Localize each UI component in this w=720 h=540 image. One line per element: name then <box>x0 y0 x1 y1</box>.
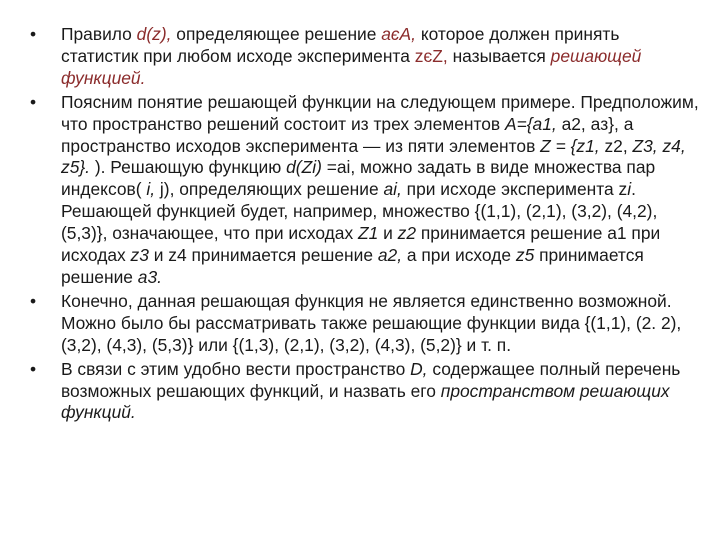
text-segment: A={a1, <box>504 113 557 134</box>
text-segment: d(Zi) <box>286 157 322 178</box>
text-segment: ). Решающую функцию <box>90 157 287 178</box>
bullet-list <box>30 24 700 426</box>
bullet-item <box>30 291 700 357</box>
text-segment: определяющее решение <box>171 24 382 44</box>
bullet-text <box>61 291 681 355</box>
text-segment: z2 <box>397 223 417 244</box>
text-segment: решающей функцией. <box>61 45 642 88</box>
text-segment: при исходе эксперимента z <box>401 179 628 200</box>
text-segment: a2, <box>377 245 403 266</box>
text-segment: ai, <box>383 179 402 200</box>
text-segment: j), определяющих решение <box>155 179 384 200</box>
bullet-item <box>30 359 700 425</box>
text-segment: d(z), <box>136 24 172 44</box>
text-segment: z5 <box>515 245 535 266</box>
text-segment: пространством решающих функций. <box>61 380 670 423</box>
text-segment: a2, aз} <box>556 113 615 134</box>
text-segment: Правило <box>61 24 137 44</box>
text-segment: z3 <box>130 245 149 266</box>
text-segment: Z3, z4, z5}. <box>61 135 686 178</box>
text-segment: Поясним понятие решающей функции на следующем примере. Предположим, что пространство решений состоит из трех элементов <box>61 91 699 134</box>
bullet-text <box>61 24 641 88</box>
text-segment: zєZ, <box>414 45 448 66</box>
bullet-text <box>61 359 680 423</box>
text-segment: содержащее полный перечень возможных решающих функций, и назвать его <box>61 358 681 401</box>
text-segment: . Решающей функцией будет, например, множество {(1,1), (2,1), (3,2), (4,2), (5,3)}, означающее, что при исходах <box>61 179 658 244</box>
text-segment: называется <box>447 45 551 66</box>
text-segment: , а пространство исходов эксперимента — из пяти элементов <box>61 113 634 156</box>
text-segment: которое должен принять статистик при любом исходе эксперимента <box>61 24 620 66</box>
text-segment: Z = {z1, <box>540 135 600 156</box>
bullet-dot: • <box>30 24 37 44</box>
text-segment: z2, <box>599 135 633 156</box>
bullet-dot: • <box>30 290 37 311</box>
bullet-item <box>30 24 700 90</box>
text-segment: Z1 <box>357 223 379 244</box>
text-segment: Конечно, данная решающая функция не является единственно возможной. Можно было бы рассматривать также решающие функции вида {(1,1), (2. 2), (3,2), (4,3), (5,3)} или {(1,3), (2,1), (3,2), (4,3), (5,2)} и т. п. <box>61 290 682 355</box>
text-segment: а при исходе <box>402 245 516 266</box>
bullet-dot: • <box>30 358 37 379</box>
text-segment: =ai, можно задать в виде множества пар индексов( <box>61 157 656 200</box>
bullet-item <box>30 92 700 289</box>
text-segment: a3. <box>137 266 162 287</box>
text-segment: aєA, <box>381 24 416 44</box>
text-segment: В связи с этим удобно вести пространство <box>61 358 411 379</box>
text-segment: i <box>627 179 632 200</box>
text-segment: D, <box>410 358 428 379</box>
text-segment: принимается решение a1 при исходах <box>61 223 661 266</box>
bullet-text <box>61 92 699 287</box>
text-segment: и <box>378 223 398 244</box>
text-segment: i, <box>146 179 156 200</box>
text-segment: принимается решение <box>61 245 644 287</box>
bullet-dot: • <box>30 91 37 112</box>
text-segment: и z4 принимается решение <box>148 245 378 266</box>
